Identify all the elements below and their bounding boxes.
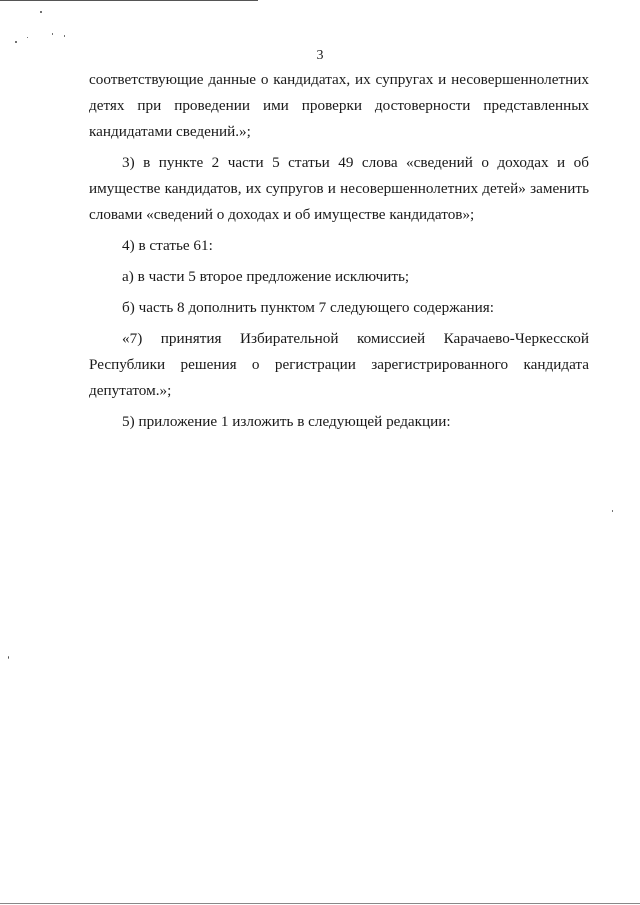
text-line: а) в части 5 второе предложение исключить; xyxy=(122,268,410,285)
scan-speck xyxy=(52,33,53,35)
text-line: б) часть 8 дополнить пунктом 7 следующего содержания: xyxy=(122,299,494,316)
scan-speck xyxy=(64,35,65,37)
paragraph-continuation-end xyxy=(89,119,589,145)
text-line: 3) в пункте 2 части 5 статьи 49 слова «сведений о доходах и об xyxy=(122,154,589,171)
text-line: словами «сведений о доходах и об имуществе кандидатов»; xyxy=(89,206,475,223)
text-line: депутатом.»; xyxy=(89,382,172,399)
scan-speck xyxy=(612,510,613,512)
paragraph-item-4 xyxy=(89,233,589,259)
text-line: Республики решения о регистрации зарегистрированного кандидата xyxy=(89,356,589,373)
paragraph-item-3-end xyxy=(89,202,589,228)
text-line: 4) в статье 61: xyxy=(122,237,213,254)
text-line: кандидатами сведений.»; xyxy=(89,123,251,140)
text-line: 5) приложение 1 изложить в следующей редакции: xyxy=(122,413,451,430)
text-line: «7) принятия Избирательной комиссией Карачаево-Черкесской xyxy=(122,330,589,347)
paragraph-quote-7-end xyxy=(89,378,589,404)
paragraph-item-5 xyxy=(89,409,589,435)
scan-edge-line xyxy=(0,0,258,1)
text-line: имуществе кандидатов, их супругов и несовершеннолетних детей» заменить xyxy=(89,180,589,197)
text-line: детях при проведении ими проверки достоверности представленных xyxy=(89,97,589,114)
paragraph-item-4a xyxy=(89,264,589,290)
paragraph-continuation xyxy=(89,67,589,119)
scan-speck xyxy=(15,41,17,43)
scan-speck xyxy=(40,11,42,13)
paragraph-quote-7 xyxy=(89,326,589,378)
paragraph-item-3 xyxy=(89,150,589,202)
text-line: соответствующие данные о кандидатах, их супругах и несовершеннолетних xyxy=(89,71,589,88)
page-number: 3 xyxy=(316,48,324,63)
document-body xyxy=(89,67,589,440)
scan-edge-line xyxy=(0,903,640,904)
paragraph-item-4b xyxy=(89,295,589,321)
scan-speck xyxy=(8,656,9,659)
scan-speck xyxy=(27,37,28,38)
